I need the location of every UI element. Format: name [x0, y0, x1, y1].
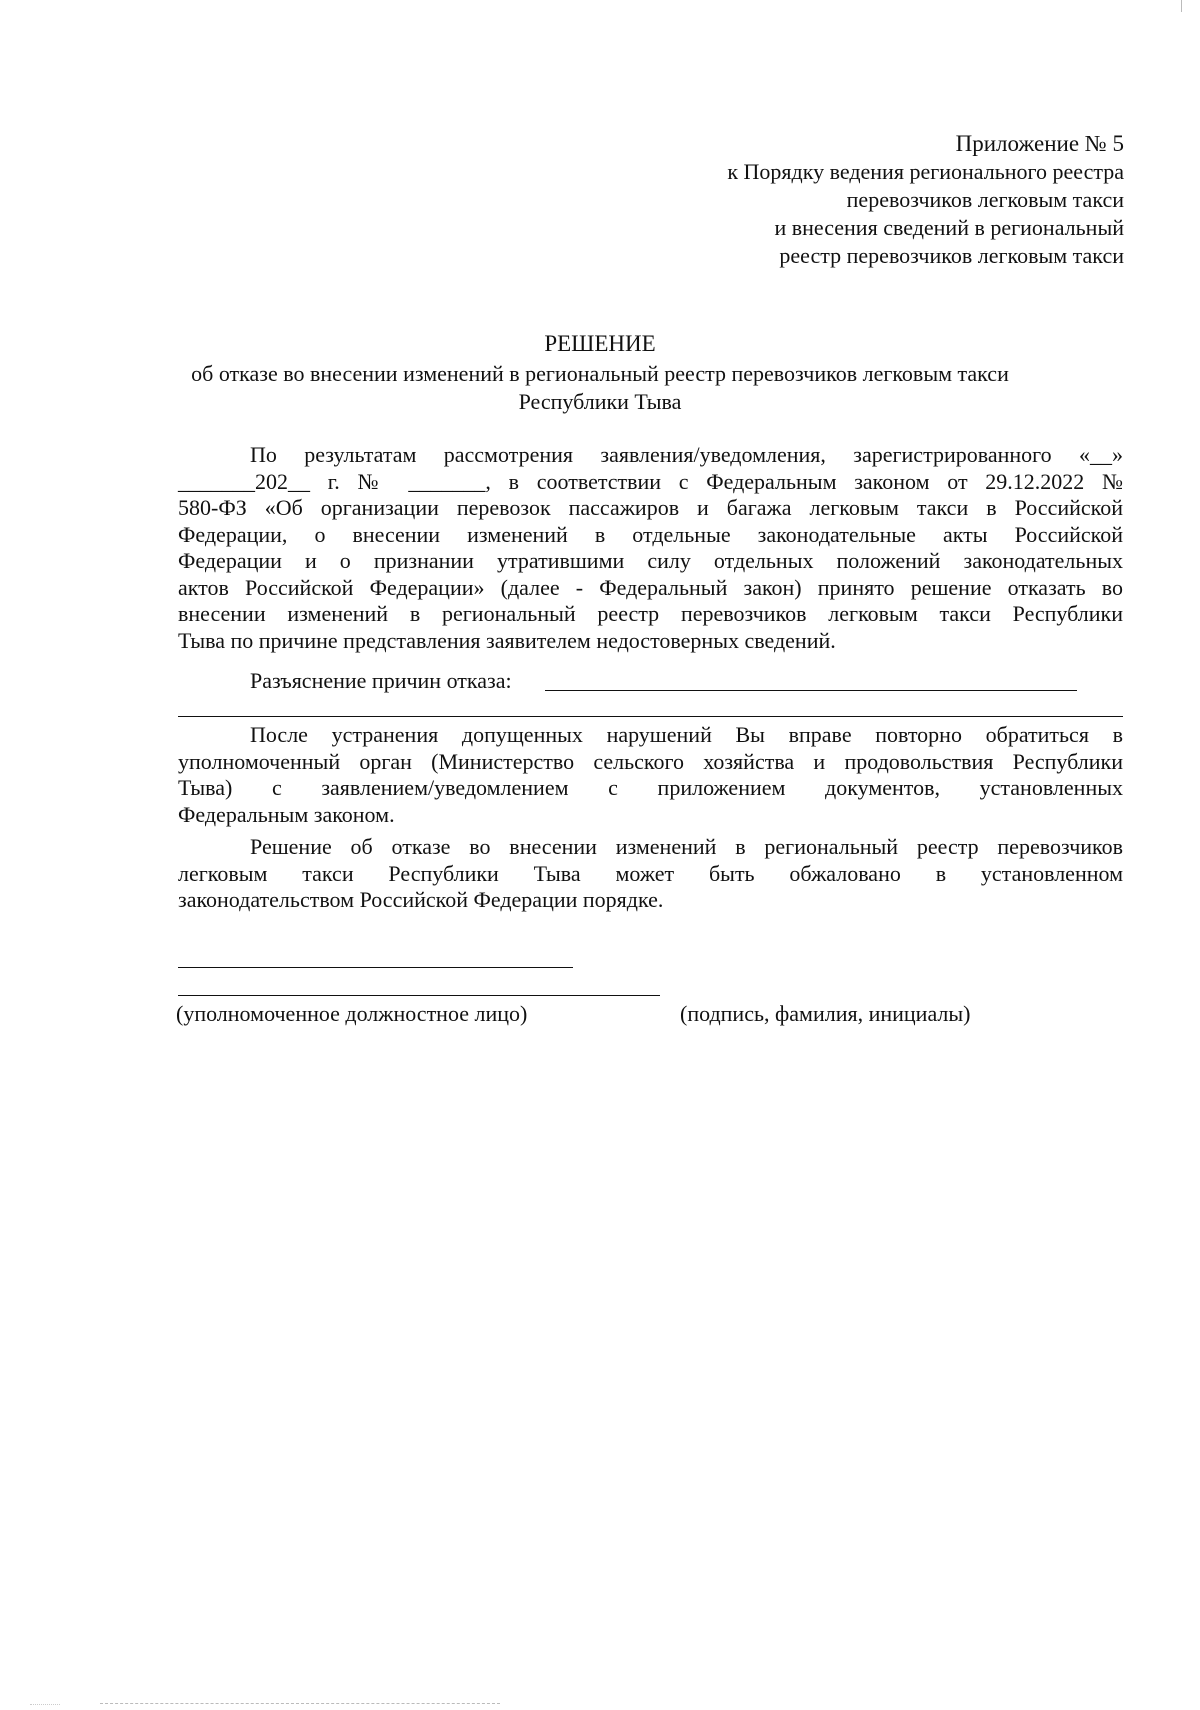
explanation-blank-line-2 — [178, 716, 1123, 717]
paragraph-line: Федерации и о признании утратившими силу отдельных положений законодательных — [178, 548, 1123, 573]
paragraph-line: По результатам рассмотрения заявления/уведомления, зарегистрированного «__» — [250, 442, 1123, 467]
paragraph-line: легковым такси Республики Тыва может быть обжаловано в установленном — [178, 860, 1123, 886]
paragraph-line: Федерации, о внесении изменений в отдельные законодательные акты Российской — [178, 521, 1123, 547]
scan-artifact-bottom — [100, 1703, 500, 1705]
paragraph-line: Федеральным законом. — [178, 801, 395, 827]
paragraph-line: законодательством Российской Федерации порядке. — [178, 887, 664, 912]
paragraph-line: Решение об отказе во внесении изменений в региональный реестр перевозчиков — [250, 834, 1123, 859]
paragraph-appeal — [178, 834, 1123, 914]
paragraph-line: уполномоченный орган (Министерство сельского хозяйства и продовольствия Республики — [178, 748, 1123, 774]
paragraph-line: После устранения допущенных нарушений Вы вправе повторно обратиться в — [250, 722, 1123, 747]
appendix-line-5: реестр перевозчиков легковым такси — [779, 243, 1124, 268]
paragraph-line: Тыва) с заявлением/уведомлением с приложением документов, установленных — [178, 775, 1123, 800]
paragraph-line: внесении изменений в региональный реестр перевозчиков легковым такси Республики — [178, 601, 1123, 626]
document-subtitle-line-1: об отказе во внесении изменений в региональный реестр перевозчиков легковым такси — [191, 361, 1009, 386]
official-name-line — [178, 967, 573, 968]
signature-label: (подпись, фамилия, инициалы) — [680, 1001, 971, 1026]
official-position-line — [178, 995, 660, 996]
explanation-label: Разъяснение причин отказа: — [250, 668, 512, 693]
appendix-line-3: перевозчиков легковым такси — [846, 187, 1124, 212]
document-title-block — [150, 330, 1050, 416]
explanation-blank-line — [545, 690, 1077, 691]
paragraph-line: _______202__ г. № _______, в соответствии с Федеральным законом от 29.12.2022 № — [178, 468, 1123, 494]
document-title: РЕШЕНИЕ — [544, 331, 656, 356]
appendix-line-4: и внесения сведений в региональный — [774, 215, 1124, 240]
document-subtitle-line-2: Республики Тыва — [518, 389, 682, 414]
paragraph-line: Тыва по причине представления заявителем недостоверных сведений. — [178, 627, 836, 653]
scan-artifact-bottom-left — [30, 1704, 60, 1706]
paragraph-decision — [178, 442, 1123, 654]
paragraph-line: 580-ФЗ «Об организации перевозок пассажиров и багажа легковым такси в Российской — [178, 495, 1123, 520]
paragraph-resubmit — [178, 722, 1123, 828]
appendix-header — [564, 130, 1124, 270]
appendix-line-2: к Порядку ведения регионального реестра — [727, 159, 1124, 184]
official-label: (уполномоченное должностное лицо) — [176, 1001, 528, 1026]
appendix-number: Приложение № 5 — [955, 131, 1124, 156]
paragraph-line: актов Российской Федерации» (далее - Федеральный закон) принято решение отказать во — [178, 574, 1123, 600]
scan-artifact-top — [1181, 0, 1182, 12]
